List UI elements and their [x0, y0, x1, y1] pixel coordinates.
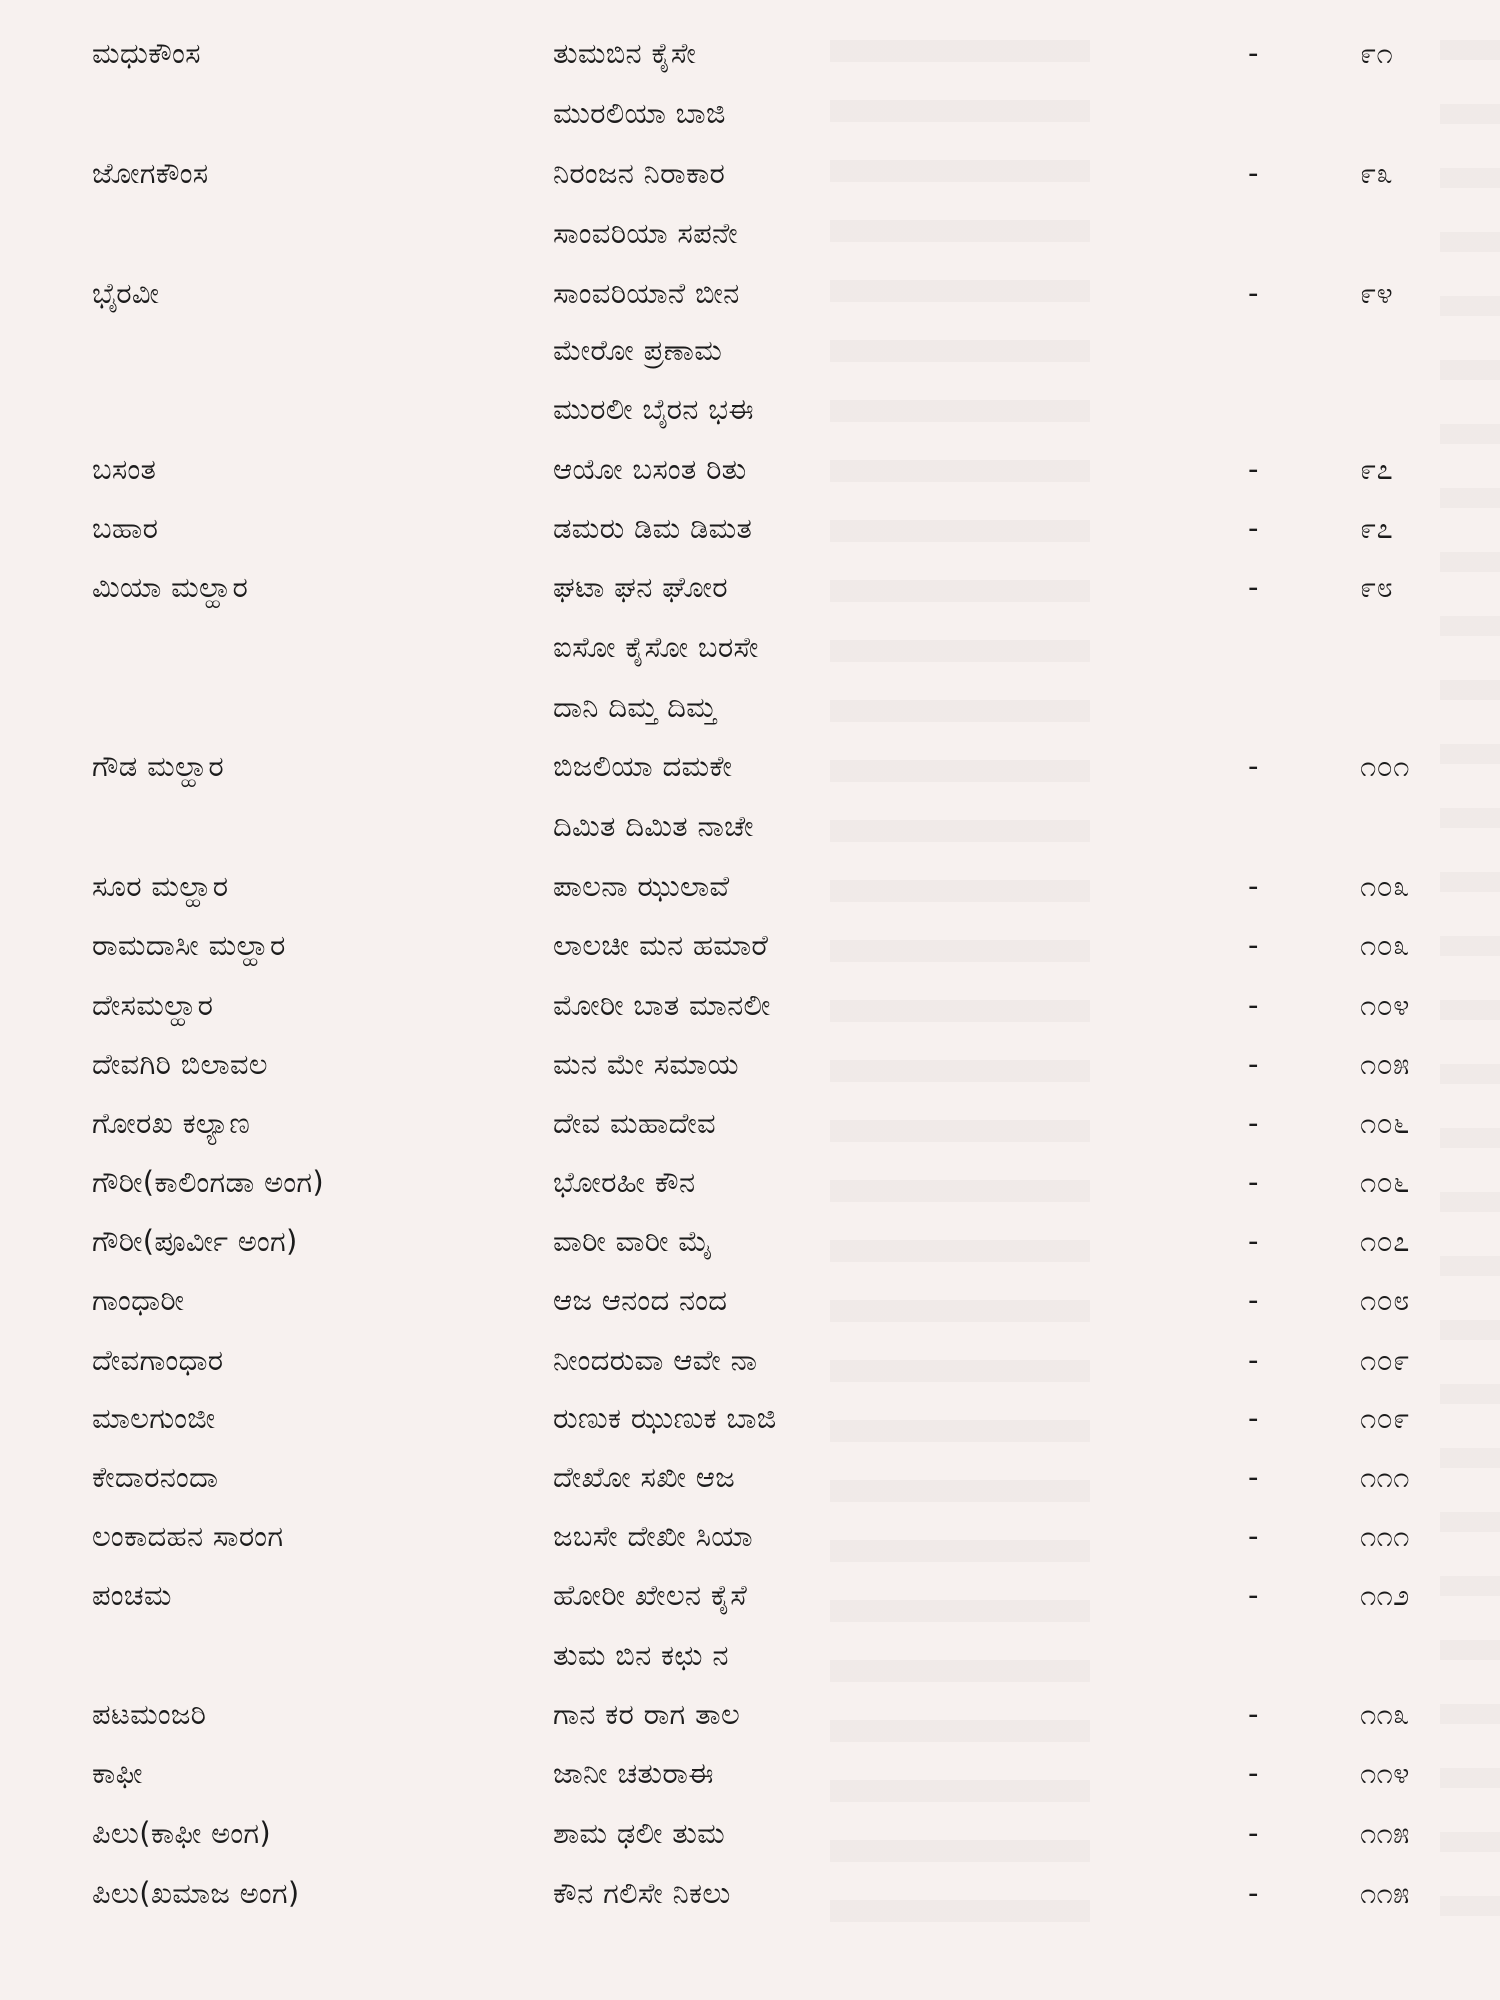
raga-name: ಪಿಲು(ಕಾಫೀ ಅಂಗ)	[92, 1816, 272, 1850]
separator-dash: -	[1248, 1343, 1259, 1377]
separator-dash: -	[1248, 1876, 1259, 1910]
raga-name: ಭೈರವೀ	[92, 276, 160, 310]
page-number: ೧೦೧	[1360, 749, 1410, 783]
song-title: ಲಾಲಚೀ ಮನ ಹಮಾರೆ	[553, 928, 769, 962]
song-title: ನಿರಂಜನ ನಿರಾಕಾರ	[553, 156, 726, 190]
index-row	[0, 325, 1500, 375]
raga-name: ಗೌಡ ಮಲ್ಹಾರ	[92, 749, 225, 783]
raga-name: ಜೋಗಕೌಂಸ	[92, 156, 209, 190]
index-row	[0, 28, 1500, 78]
page-number: ೧೦೫	[1360, 1047, 1410, 1081]
index-row	[0, 920, 1500, 970]
song-title: ಜಬಸೇ ದೇಖೀ ಸಿಯಾ	[553, 1519, 753, 1553]
page-number: ೧೧೪	[1360, 1756, 1410, 1790]
index-row	[0, 741, 1500, 791]
song-title: ಭೋರಹೀ ಕೌನ	[553, 1165, 696, 1199]
separator-dash: -	[1248, 1756, 1259, 1790]
page-number: ೧೦೯	[1360, 1401, 1410, 1435]
index-row	[0, 1868, 1500, 1918]
separator-dash: -	[1248, 749, 1259, 783]
song-title: ವಾರೀ ವಾರೀ ಮೈ	[553, 1224, 713, 1258]
raga-name: ಕಾಫೀ	[92, 1756, 143, 1790]
page-number: ೧೦೯	[1360, 1343, 1410, 1377]
separator-dash: -	[1248, 1283, 1259, 1317]
song-title: ಕೌನ ಗಲಿಸೇ ನಿಕಲು	[553, 1876, 731, 1910]
separator-dash: -	[1248, 1578, 1259, 1612]
page-number: ೯೩	[1360, 156, 1394, 190]
page-number: ೧೧೧	[1360, 1519, 1410, 1553]
page-number: ೧೦೩	[1360, 928, 1410, 962]
song-title: ನೀಂದರುವಾ ಆವೇ ನಾ	[553, 1343, 758, 1377]
index-row	[0, 861, 1500, 911]
raga-name: ಗೋರಖ ಕಲ್ಯಾಣ	[92, 1106, 251, 1140]
index-row	[0, 1393, 1500, 1443]
page-number: ೧೦೪	[1360, 988, 1410, 1022]
separator-dash: -	[1248, 452, 1259, 486]
song-title: ಆಜ ಆನಂದ ನಂದ	[553, 1283, 728, 1317]
index-row	[0, 1630, 1500, 1680]
separator-dash: -	[1248, 570, 1259, 604]
index-row	[0, 1689, 1500, 1739]
separator-dash: -	[1248, 276, 1259, 310]
separator-dash: -	[1248, 156, 1259, 190]
raga-name: ದೇಸಮಲ್ಹಾರ	[92, 988, 214, 1022]
page-number: ೧೧೫	[1360, 1876, 1410, 1910]
song-title: ಸಾಂವರಿಯಾನೆ ಬೀನ	[553, 276, 740, 310]
song-title: ಜಾನೀ ಚತುರಾಈ	[553, 1756, 714, 1790]
separator-dash: -	[1248, 1401, 1259, 1435]
raga-name: ಮಧುಕೌಂಸ	[92, 36, 201, 70]
raga-name: ಗೌರೀ(ಪೂರ್ವೀ ಅಂಗ)	[92, 1224, 298, 1258]
raga-name: ದೇವಗಿರಿ ಬಿಲಾವಲ	[92, 1047, 268, 1081]
index-row	[0, 503, 1500, 553]
page-number: ೧೧೨	[1360, 1578, 1410, 1612]
index-row	[0, 562, 1500, 612]
raga-name: ದೇವಗಾಂಧಾರ	[92, 1343, 224, 1377]
separator-dash: -	[1248, 1519, 1259, 1553]
separator-dash: -	[1248, 1460, 1259, 1494]
raga-name: ರಾಮದಾಸೀ ಮಲ್ಹಾರ	[92, 928, 286, 962]
raga-name: ಪಟಮಂಜರಿ	[92, 1697, 207, 1731]
song-title: ತುಮ ಬಿನ ಕಛು ನ	[553, 1638, 729, 1672]
separator-dash: -	[1248, 1224, 1259, 1258]
page-number: ೧೧೧	[1360, 1460, 1410, 1494]
page-number: ೧೦೬	[1360, 1106, 1410, 1140]
song-title: ಸಾಂವರಿಯಾ ಸಪನೇ	[553, 216, 738, 250]
song-title: ಮೇರೋ ಪ್ರಣಾಮ	[553, 333, 723, 367]
song-title: ಆಯೋ ಬಸಂತ ರಿತು	[553, 452, 747, 486]
index-row	[0, 682, 1500, 732]
index-row	[0, 1808, 1500, 1858]
page-number: ೧೦೬	[1360, 1165, 1410, 1199]
index-row	[0, 148, 1500, 198]
raga-name: ಸೂರ ಮಲ್ಹಾರ	[92, 869, 229, 903]
index-row	[0, 622, 1500, 672]
raga-name: ಕೇದಾರನಂದಾ	[92, 1460, 219, 1494]
index-row	[0, 1216, 1500, 1266]
song-title: ದೇವ ಮಹಾದೇವ	[553, 1106, 716, 1140]
song-title: ದಾನಿ ದಿಮ್ತ ದಿಮ್ತ	[553, 690, 717, 724]
index-row	[0, 1275, 1500, 1325]
separator-dash: -	[1248, 988, 1259, 1022]
raga-name: ಪಂಚಮ	[92, 1578, 172, 1612]
page-number: ೯೮	[1360, 570, 1394, 604]
index-row	[0, 384, 1500, 434]
index-row	[0, 1098, 1500, 1148]
index-row	[0, 1748, 1500, 1798]
song-title: ಐಸೋ ಕೈಸೋ ಬರಸೇ	[553, 630, 759, 664]
page-number: ೧೦೮	[1360, 1283, 1410, 1317]
song-title: ಮೋರೀ ಬಾತ ಮಾನಲೀ	[553, 988, 771, 1022]
song-title: ಬಿಜಲಿಯಾ ದಮಕೇ	[553, 749, 733, 783]
song-title: ಪಾಲನಾ ಝುಲಾವೆ	[553, 869, 730, 903]
index-row	[0, 1511, 1500, 1561]
index-row	[0, 801, 1500, 851]
raga-name: ಗಾಂಧಾರೀ	[92, 1283, 185, 1317]
separator-dash: -	[1248, 1165, 1259, 1199]
page-number: ೧೧೫	[1360, 1816, 1410, 1850]
page-number: ೯೧	[1360, 36, 1394, 70]
index-row	[0, 1335, 1500, 1385]
separator-dash: -	[1248, 869, 1259, 903]
separator-dash: -	[1248, 1106, 1259, 1140]
separator-dash: -	[1248, 1816, 1259, 1850]
song-title: ಮುರಲೀ ಬೈರನ ಭಈ	[553, 392, 754, 426]
song-title: ಘಟಾ ಘನ ಘೋರ	[553, 570, 728, 604]
page-number: ೧೦೭	[1360, 1224, 1410, 1258]
separator-dash: -	[1248, 36, 1259, 70]
song-title: ಗಾನ ಕರ ರಾಗ ತಾಲ	[553, 1697, 741, 1731]
index-row	[0, 88, 1500, 138]
index-row	[0, 980, 1500, 1030]
separator-dash: -	[1248, 511, 1259, 545]
song-title: ದಿಮಿತ ದಿಮಿತ ನಾಚೇ	[553, 809, 754, 843]
index-row	[0, 268, 1500, 318]
raga-name: ಮಿಯಾ ಮಲ್ಹಾರ	[92, 570, 249, 604]
page-number: ೯೪	[1360, 276, 1394, 310]
song-title: ಮುರಲಿಯಾ ಬಾಜಿ	[553, 96, 726, 130]
song-title: ಮನ ಮೇ ಸಮಾಯ	[553, 1047, 739, 1081]
page-number: ೯೭	[1360, 511, 1394, 545]
page-number: ೯೭	[1360, 452, 1394, 486]
raga-name: ಪಿಲು(ಖಮಾಜ ಅಂಗ)	[92, 1876, 300, 1910]
separator-dash: -	[1248, 1697, 1259, 1731]
raga-name: ಲಂಕಾದಹನ ಸಾರಂಗ	[92, 1519, 284, 1553]
song-title: ರುಣುಕ ಝುಣುಕ ಬಾಜಿ	[553, 1401, 777, 1435]
raga-name: ಬಹಾರ	[92, 511, 159, 545]
page-number: ೧೧೩	[1360, 1697, 1410, 1731]
index-row	[0, 1039, 1500, 1089]
song-title: ಶಾಮ ಢಲೀ ತುಮ	[553, 1816, 726, 1850]
song-title: ತುಮಬಿನ ಕೈಸೇ	[553, 36, 697, 70]
song-title: ಹೋರೀ ಖೇಲನ ಕೈಸೆ	[553, 1578, 748, 1612]
song-title: ಡಮರು ಡಿಮ ಡಿಮತ	[553, 511, 753, 545]
index-row	[0, 1452, 1500, 1502]
index-row	[0, 208, 1500, 258]
raga-name: ಗೌರೀ(ಕಾಲಿಂಗಡಾ ಅಂಗ)	[92, 1165, 324, 1199]
separator-dash: -	[1248, 1047, 1259, 1081]
page-number: ೧೦೩	[1360, 869, 1410, 903]
raga-name: ಮಾಲಗುಂಜೀ	[92, 1401, 216, 1435]
raga-name: ಬಸಂತ	[92, 452, 157, 486]
index-row	[0, 1570, 1500, 1620]
index-row	[0, 1157, 1500, 1207]
song-title: ದೇಖೋ ಸಖೀ ಆಜ	[553, 1460, 735, 1494]
separator-dash: -	[1248, 928, 1259, 962]
index-row	[0, 444, 1500, 494]
